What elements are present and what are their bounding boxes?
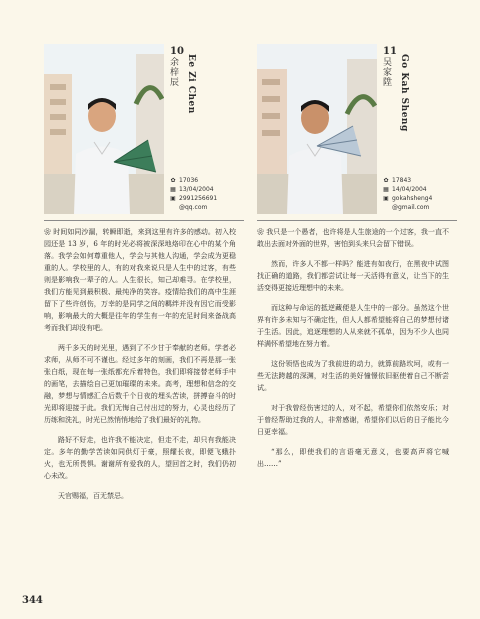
paragraph: ❀ 我只是一个愚者，也许将是人生旅途的一个过客，我一直不敢出去面对外面的世界，害怕到头来只会留下错误。 bbox=[257, 228, 449, 248]
info-row bbox=[170, 176, 217, 185]
info-text: 17036 bbox=[179, 177, 199, 184]
info-row bbox=[383, 203, 432, 212]
phone-icon: ▣ bbox=[170, 195, 176, 202]
paragraph: “那么，即使我们的言语毫无意义，也要高声将它喊出……” bbox=[257, 448, 449, 468]
portrait-photo-left bbox=[44, 44, 164, 214]
info-row bbox=[170, 194, 217, 203]
divider bbox=[44, 220, 244, 221]
info-row bbox=[170, 185, 217, 194]
info-text: @qq.com bbox=[179, 204, 208, 211]
id-block-right bbox=[383, 44, 457, 214]
contact-info bbox=[170, 176, 217, 212]
phone-icon: ▣ bbox=[383, 195, 389, 202]
info-row bbox=[383, 194, 432, 203]
divider bbox=[257, 220, 457, 221]
info-text: 2991256691 bbox=[179, 195, 218, 202]
portrait-illustration-left bbox=[44, 44, 164, 214]
paragraph: 然而，许多人不都一样吗？能进有如夜行，在黑夜中试图找正确的道路，我们都尝试让每一天活得有意义，让当下的生活变得更接近理想中的未来。 bbox=[257, 260, 449, 292]
page-number: 344 bbox=[22, 595, 43, 606]
info-text: @gmail.com bbox=[392, 204, 430, 211]
student-number: 11 bbox=[383, 46, 397, 57]
chinese-name: 吴家陞 bbox=[383, 58, 393, 88]
portrait-illustration-right bbox=[257, 44, 377, 214]
essay-left bbox=[44, 226, 236, 510]
paragraph: 路好不好走，也许我不能决定，但走不走，却只有我能决定。多年的勤学苦读如同供灯于豪，照耀长夜，即便飞蛾扑火，也无所畏惧。谢谢所有爱我的人，望回首之时，我们仍初心未改。 bbox=[44, 436, 236, 480]
paragraph: 而这种与命运的抵逆藏便是人生中的一部分。虽然这个世界有许多未知与不确定性，但人人都希望能将自己的梦想付诸于生活。因此，追逐理想的人从来就不孤单，因为不少人也同样满怀希望地在努力着。 bbox=[257, 304, 449, 348]
info-text: 13/04/2004 bbox=[179, 186, 214, 193]
info-row bbox=[383, 176, 432, 185]
id-block-left bbox=[170, 44, 244, 214]
info-row bbox=[383, 185, 432, 194]
contact-info bbox=[383, 176, 432, 212]
info-row bbox=[170, 203, 217, 212]
star-icon: ✿ bbox=[383, 177, 389, 184]
paragraph: 这份领悟也成为了我前进的动力，就算前路坎坷，或有一些无法跨越的深渊，对生活的美好憧憬依旧驱使着自己不断尝试。 bbox=[257, 360, 449, 392]
info-text: gokahsheng4 bbox=[392, 195, 433, 202]
calendar-icon: ▦ bbox=[383, 186, 389, 193]
info-text: 14/04/2004 bbox=[392, 186, 427, 193]
paragraph: 天官赐福，百无禁忌。 bbox=[58, 492, 128, 500]
roman-name: Ee Zi Chen bbox=[186, 54, 196, 114]
star-icon: ✿ bbox=[170, 177, 176, 184]
paragraph: 两千多天的时光里，遇到了不少甘于奉献的老师。学者必求师，从师不可不谨也。经过多年的刻画，我们不再是那一张张白纸，现在每一张纸都充斥着特色，我们即将接替老师手中的画笔，去描绘自己更加璀璨的未来。高考，理想和信念的交融，梦想与情感汇合后数千个日夜的埋头苦读，拼搏奋斗的时光即将迎接于此。我们无悔自己付出过的努力，心灵也经历了历练和洗礼，时光已然悄悄地给了我们最好的礼物。 bbox=[44, 344, 236, 424]
paragraph: 对于我曾经伤害过的人，对不起，希望你们依然安乐；对于曾经帮助过我的人，非常感谢，希望你们以后的日子能比今日更幸福。 bbox=[257, 404, 449, 436]
essay-right bbox=[257, 226, 449, 478]
chinese-name: 余梓辰 bbox=[170, 58, 180, 88]
calendar-icon: ▦ bbox=[170, 186, 176, 193]
info-text: 17843 bbox=[392, 177, 412, 184]
roman-name: Go Kah Sheng bbox=[399, 54, 409, 132]
student-number: 10 bbox=[170, 46, 184, 57]
paragraph: ❀ 时间如同沙漏，转瞬即逝，来到这里有许多的感动。初入校园还是 13 岁，6 年的时光必将被深深地烙印在心中的某个角落。我学会如何尊重他人，学会与其他人沟通，学会成为更稳重的人。学校里的人，有的对我来说只是人生中的过客，有些则是影响我一辈子的人。人生很长，知己却难寻。在学校里，我们方能见到最积极、最纯净的笑容。疫情给我们的高中生涯留下了些许创伤，万幸的是同学之间的羁绊并没有因它而受影响，影响最大的大概是往年的学生有一年的充足时间来备战高考而我们却没有吧。 bbox=[44, 228, 236, 332]
portrait-photo-right bbox=[257, 44, 377, 214]
